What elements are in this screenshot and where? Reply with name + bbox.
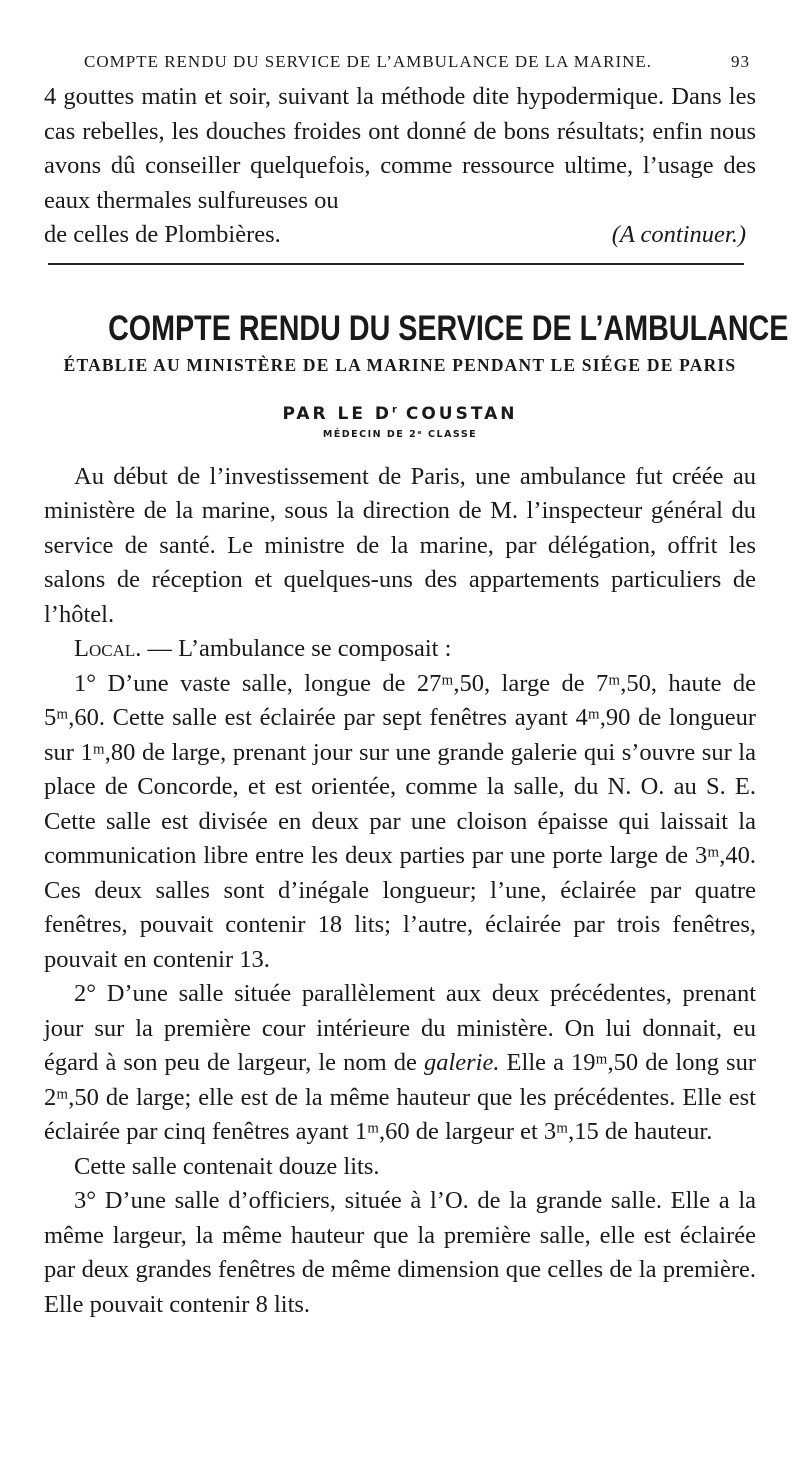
paragraph-5: Cette salle contenait douze lits. [74, 1152, 380, 1180]
running-head-title: COMPTE RENDU DU SERVICE DE L’AMBULANCE DE LA MARINE. [84, 52, 653, 71]
article-author: PAR LE $D^r$ COUSTAN [282, 403, 518, 424]
galerie-term: galerie. [423, 1049, 500, 1076]
paragraph-6: 3° D’une salle d’officiers, située à l’O. de la grande salle. Elle a la même largeur, la même hauteur que la première salle, elle est éclairée par deux grandes fenêtres de même dimension que celles de la première. Elle pouvait contenir 8 lits. [44, 1187, 756, 1318]
paragraph-4: 2° D’une salle située parallèlement aux deux précédentes, prenant jour sur la première cour intérieure du ministère. On lui donnait, eu égard à son peu de largeur, le nom de galerie. Elle a 19ᵐ,50 de long sur 2ᵐ,50 de large; elle est de la même hauteur que les précédentes. Elle est éclairée par cinq fenêtres ayant 1ᵐ,60 de largeur et 3ᵐ,15 de hauteur. [44, 980, 756, 1145]
article-body [44, 460, 756, 1323]
page-number: 93 [731, 52, 750, 71]
article-title: COMPTE RENDU DU SERVICE DE L’AMBULANCE [108, 308, 789, 348]
continuation-note: (A continuer.) [611, 221, 746, 248]
previous-article-ending [44, 218, 756, 253]
paragraph-3: 1° D’une vaste salle, longue de 27ᵐ,50, large de 7ᵐ,50, haute de 5ᵐ,60. Cette salle est éclairée par sept fenêtres ayant 4ᵐ,90 de longueur sur 1ᵐ,80 de large, prenant jour sur une grande galerie qui s’ouvre sur la place de Concorde, et est orientée, comme la salle, du N. O. au S. E. Cette salle est divisée en deux par une cloison épaisse qui laissait la communication libre entre les deux parties par une porte large de 3ᵐ,40. Ces deux salles sont d’inégale longueur; l’une, éclairée par quatre fenêtres, pouvait contenir 18 lits; l’autre, éclairée par trois fenêtres, pouvait en contenir 13. [44, 669, 756, 973]
section-divider [48, 263, 744, 265]
paragraph-2: Local. — L’ambulance se composait : [74, 635, 452, 662]
paragraph-1: Au début de l’investissement de Paris, une ambulance fut créée au ministère de la marine, sous la direction de M. l’inspecteur général du service de santé. Le ministre de la marine, par délégation, offrit les salons de réception et quelques-uns des appartements particuliers de l’hôtel. [44, 462, 756, 628]
running-head [84, 52, 750, 72]
previous-article-last-line: de celles de Plombières. [44, 221, 281, 248]
page [44, 52, 789, 1322]
article-subtitle: ÉTABLIE AU MINISTÈRE DE LA MARINE PENDANT LE SIÉGE DE PARIS [63, 354, 737, 375]
previous-article-text: 4 gouttes matin et soir, suivant la méthode dite hypodermique. Dans les cas rebelles, les douches froides ont donné de bons résultats; enfin nous avons dû conseiller quelquefois, comme ressource ultime, l’usage des eaux thermales sulfureuses ou [44, 83, 756, 214]
local-label: Local. [74, 635, 142, 662]
author-rank: MÉDECIN DE 2ᵉ CLASSE [322, 428, 478, 440]
